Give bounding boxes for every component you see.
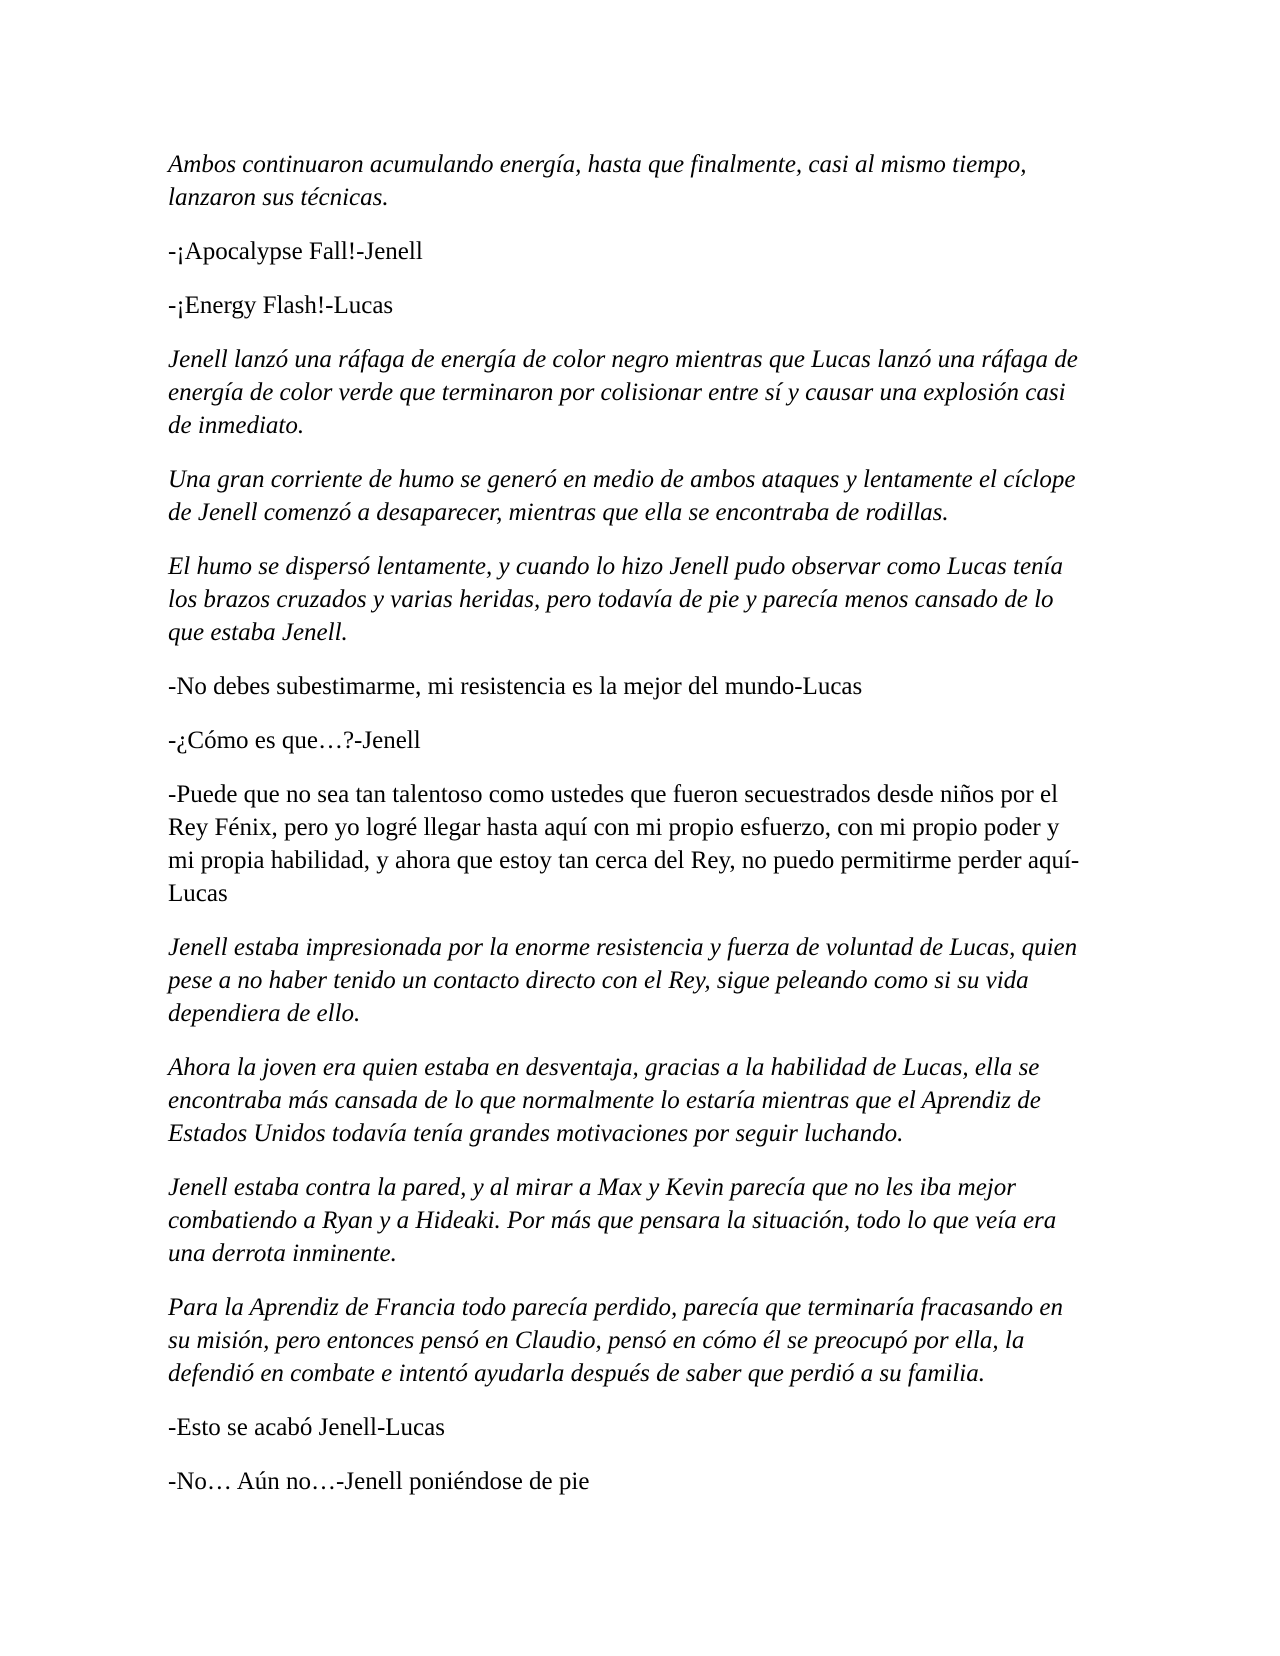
text-line: una derrota inminente. [168,1240,397,1267]
narration-paragraph [168,1171,1112,1270]
narration-paragraph [168,1291,1112,1390]
text-line: pese a no haber tenido un contacto directo con el Rey, sigue peleando como si su vida [168,967,1029,994]
text-line: Rey Fénix, pero yo logré llegar hasta aquí con mi propio esfuerzo, con mi propio poder y [168,814,1060,841]
narration-paragraph [168,343,1112,442]
text-line: -¡Apocalypse Fall!-Jenell [168,238,423,265]
dialogue-paragraph [168,289,1112,322]
dialogue-paragraph [168,778,1112,910]
text-line: su misión, pero entonces pensó en Claudio, pensó en cómo él se preocupó por ella, la [168,1327,1025,1354]
text-line: Una gran corriente de humo se generó en medio de ambos ataques y lentamente el cíclope [168,466,1076,493]
text-line: lanzaron sus técnicas. [168,184,389,211]
text-line: -No debes subestimarme, mi resistencia es la mejor del mundo-Lucas [168,673,863,700]
text-line: -Puede que no sea tan talentoso como ustedes que fueron secuestrados desde niños por el [168,781,1059,808]
text-line: Lucas [168,880,228,907]
dialogue-paragraph [168,235,1112,268]
narration-paragraph [168,550,1112,649]
text-line: Jenell estaba impresionada por la enorme resistencia y fuerza de voluntad de Lucas, quien [168,934,1078,961]
text-line: dependiera de ello. [168,1000,361,1027]
text-line: Estados Unidos todavía tenía grandes motivaciones por seguir luchando. [168,1120,904,1147]
text-line: de inmediato. [168,412,305,439]
text-line: de Jenell comenzó a desaparecer, mientras que ella se encontraba de rodillas. [168,499,949,526]
text-line: Jenell lanzó una ráfaga de energía de color negro mientras que Lucas lanzó una ráfaga de [168,346,1078,373]
narration-paragraph [168,1051,1112,1150]
text-line: Ahora la joven era quien estaba en desventaja, gracias a la habilidad de Lucas, ella se [168,1054,1040,1081]
dialogue-paragraph [168,670,1112,703]
text-line: El humo se dispersó lentamente, y cuando lo hizo Jenell pudo observar como Lucas tenía [168,553,1063,580]
text-line: -Esto se acabó Jenell-Lucas [168,1414,445,1441]
text-line: combatiendo a Ryan y a Hideaki. Por más que pensara la situación, todo lo que veía era [168,1207,1057,1234]
text-line: encontraba más cansada de lo que normalmente lo estaría mientras que el Aprendiz de [168,1087,1041,1114]
text-line: Jenell estaba contra la pared, y al mirar a Max y Kevin parecía que no les iba mejor [168,1174,1016,1201]
dialogue-paragraph [168,1411,1112,1444]
text-line: -¡Energy Flash!-Lucas [168,292,394,319]
text-line: energía de color verde que terminaron por colisionar entre sí y causar una explosión casi [168,379,1066,406]
text-line: Ambos continuaron acumulando energía, hasta que finalmente, casi al mismo tiempo, [168,151,1027,178]
text-line: -¿Cómo es que…?-Jenell [168,727,421,754]
dialogue-paragraph [168,1465,1112,1498]
narration-paragraph [168,931,1112,1030]
text-line: que estaba Jenell. [168,619,348,646]
text-line: los brazos cruzados y varias heridas, pero todavía de pie y parecía menos cansado de lo [168,586,1054,613]
narration-paragraph [168,463,1112,529]
dialogue-paragraph [168,724,1112,757]
text-line: mi propia habilidad, y ahora que estoy tan cerca del Rey, no puedo permitirme perder aquí- [168,847,1080,874]
text-line: Para la Aprendiz de Francia todo parecía perdido, parecía que terminaría fracasando en [168,1294,1064,1321]
text-line: defendió en combate e intentó ayudarla después de saber que perdió a su familia. [168,1360,985,1387]
narration-paragraph [168,148,1112,214]
text-line: -No… Aún no…-Jenell poniéndose de pie [168,1468,590,1495]
